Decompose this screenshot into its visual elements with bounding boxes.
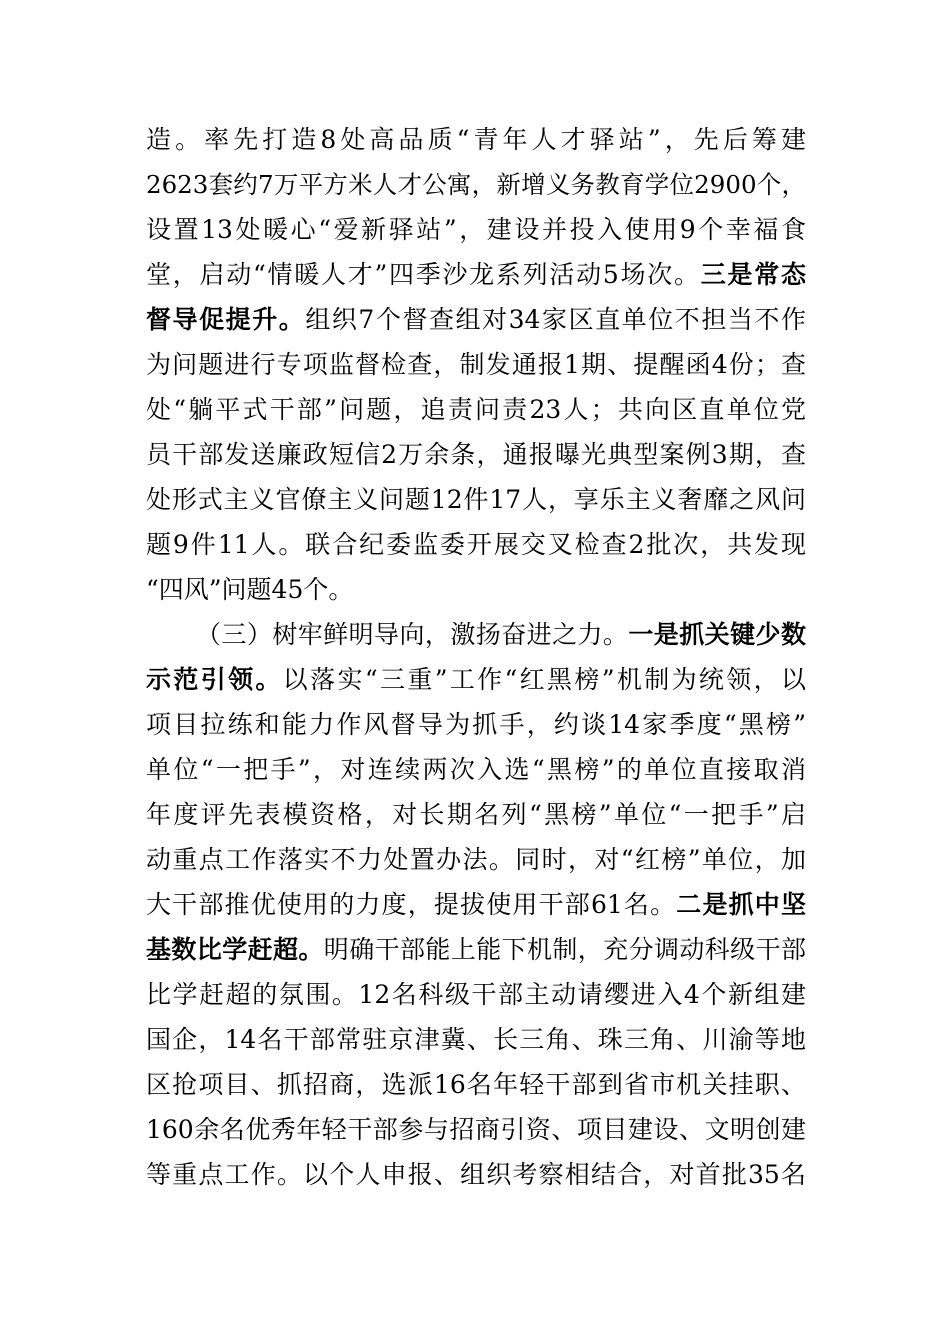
text-line: 处“躺平式干部”问题，追责问责23人；共向区直单位党 xyxy=(146,395,806,424)
text-line: 年度评先表模资格，对长期名列“黑榜”单位“一把手”启 xyxy=(146,800,806,829)
section-heading-line: （三）树牢鲜明导向，激扬奋进之力。一是抓关键少数 xyxy=(196,620,806,649)
text-line: 160余名优秀年轻干部参与招商引资、项目建设、文明创建 xyxy=(146,1115,806,1144)
text-line: 题9件11人。联合纪委监委开展交叉检查2批次，共发现 xyxy=(146,530,806,559)
text-line: 为问题进行专项监督检查，制发通报1期、提醒函4份；查 xyxy=(146,350,806,379)
text-line: 区抢项目、抓招商，选派16名年轻干部到省市机关挂职、 xyxy=(146,1070,806,1099)
bold-heading: 三是常态 xyxy=(700,260,806,289)
text-line: 比学赶超的氛围。12名科级干部主动请缨进入4个新组建 xyxy=(146,980,806,1009)
text-line: 设置13处暖心“爱新驿站”，建设并投入使用9个幸福食 xyxy=(146,215,806,244)
bold-heading: 基数比学赶超。 xyxy=(146,935,324,964)
bold-heading: 督导促提升。 xyxy=(146,305,306,334)
bold-heading: 二是抓中坚 xyxy=(676,890,806,919)
text-line: 处形式主义官僚主义问题12件17人，享乐主义奢靡之风问 xyxy=(146,485,806,514)
text-line: 示范引领。以落实“三重”工作“红黑榜”机制为统领，以 xyxy=(146,665,806,694)
text-line: 动重点工作落实不力处置办法。同时，对“红榜”单位，加 xyxy=(146,845,806,874)
bold-heading: 示范引领。 xyxy=(146,665,283,694)
text-line: “四风”问题45个。 xyxy=(146,575,354,604)
text-line: 基数比学赶超。明确干部能上能下机制，充分调动科级干部 xyxy=(146,935,806,964)
text-line: 2623套约7万平方米人才公寓，新增义务教育学位2900个， xyxy=(146,170,806,199)
text-line: 大干部推优使用的力度，提拔使用干部61名。二是抓中坚 xyxy=(146,890,806,919)
text-line: 堂，启动“情暖人才”四季沙龙系列活动5场次。三是常态 xyxy=(146,260,806,289)
text-line: 等重点工作。以个人申报、组织考察相结合，对首批35名 xyxy=(146,1160,806,1189)
text-line: 员干部发送廉政短信2万余条，通报曝光典型案例3期，查 xyxy=(146,440,806,469)
text-line: 造。率先打造8处高品质“青年人才驿站”，先后筹建 xyxy=(146,125,806,154)
text-line: 单位“一把手”，对连续两次入选“黑榜”的单位直接取消 xyxy=(146,755,806,784)
text-line: 国企，14名干部常驻京津冀、长三角、珠三角、川渝等地 xyxy=(146,1025,806,1054)
bold-heading: 一是抓关键少数 xyxy=(628,620,806,649)
text-line: 督导促提升。组织7个督查组对34家区直单位不担当不作 xyxy=(146,305,806,334)
text-line: 项目拉练和能力作风督导为抓手，约谈14家季度“黑榜” xyxy=(146,710,806,739)
